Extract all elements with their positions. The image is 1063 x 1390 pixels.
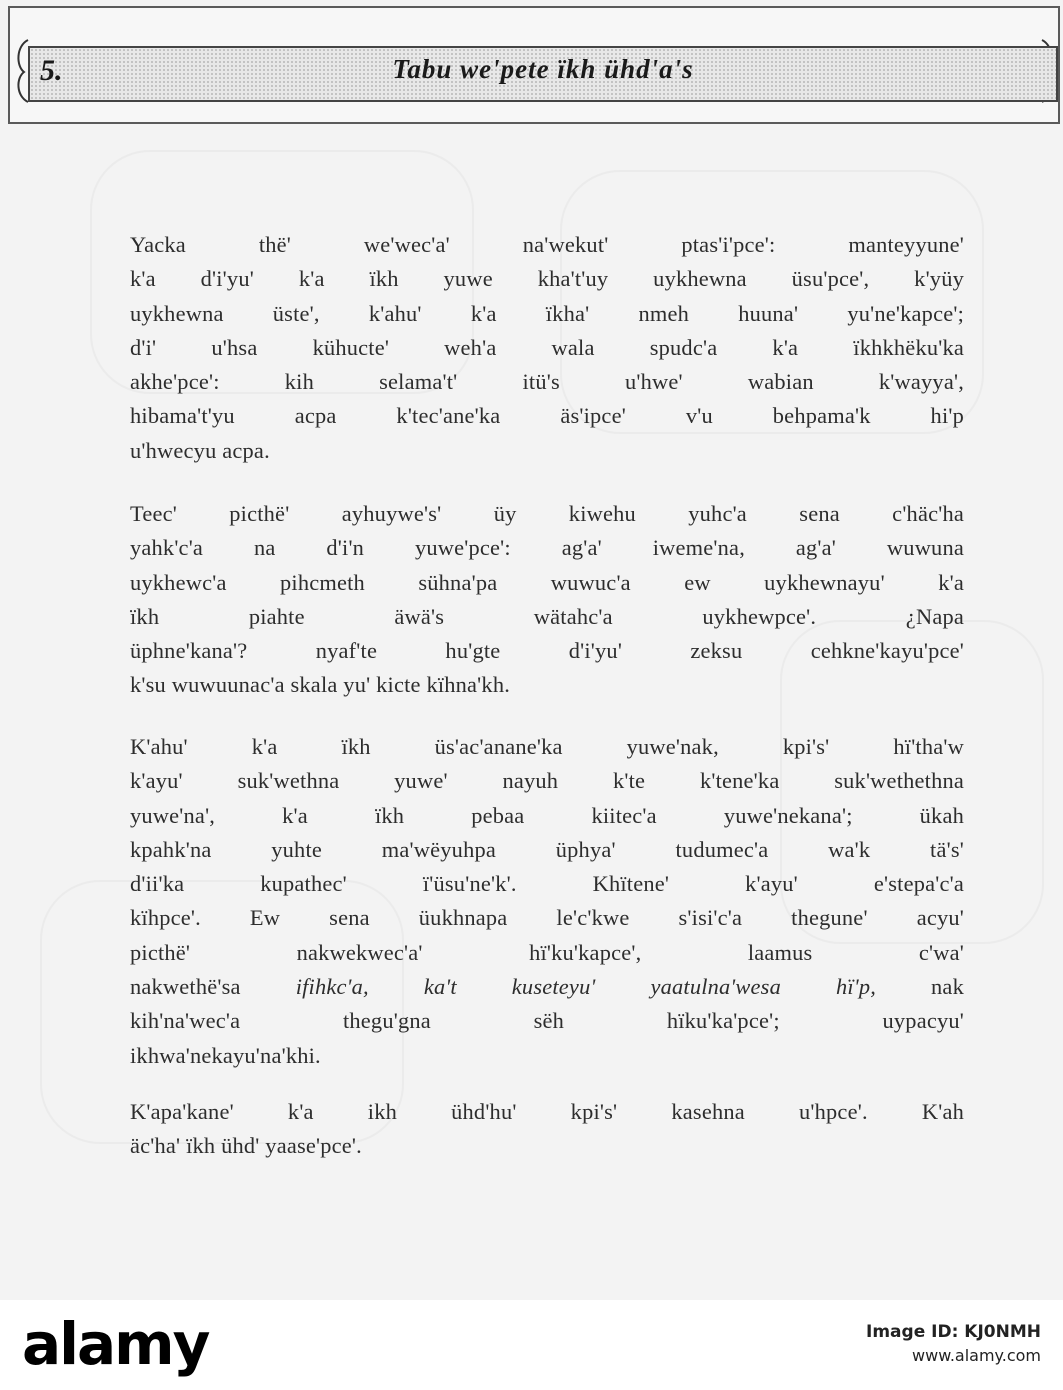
stock-url: www.alamy.com bbox=[912, 1346, 1041, 1365]
text-line: ikhwa'nekayu'na'khi. bbox=[130, 1042, 321, 1068]
text-segment: nak bbox=[931, 974, 964, 1000]
text-line: uykhewc'a pihcmeth sühna'pa wuwuc'a ew uykhewnayu' k'a bbox=[130, 569, 964, 595]
text-line: k'su wuwuunac'a skala yu' kicte kïhna'kh. bbox=[130, 672, 511, 698]
text-line: akhe'pce': kih selama't' itü's u'hwe' wabian k'wayya', bbox=[130, 369, 964, 395]
paragraph-1 bbox=[130, 228, 964, 468]
text-segment: nakwethë'sa bbox=[130, 974, 241, 1000]
text-line: kih'na'wec'a thegu'gna sëh hïku'ka'pce'; uypacyu' bbox=[130, 1008, 964, 1034]
text-line: yuwe'na', k'a ïkh pebaa kiitec'a yuwe'nekana'; ükah bbox=[130, 802, 964, 828]
italic-phrase: ifihkc'a, ka't kuseteyu' yaatulna'wesa hï'p, bbox=[295, 974, 877, 1000]
text-line: Yacka thë' we'wec'a' na'wekut' ptas'i'pce': manteyyune' bbox=[130, 232, 964, 257]
paragraph-2 bbox=[130, 497, 964, 703]
chapter-number: 5. bbox=[40, 54, 63, 87]
text-line: ïkh piahte äwä's wätahc'a uykhewpce'. ¿Napa bbox=[130, 603, 964, 629]
text-line: k'a d'i'yu' k'a ïkh yuwe kha't'uy uykhewna üsu'pce', k'yüy bbox=[130, 266, 964, 292]
image-id: Image ID: KJ0NMH bbox=[866, 1322, 1041, 1342]
text-line: kpahk'na yuhte ma'wëyuhpa üphya' tudumec'a wa'k tä's' bbox=[130, 836, 964, 862]
text-line: üphne'kana'? nyaf'te hu'gte d'i'yu' zeksu cehkne'kayu'pce' bbox=[130, 638, 964, 664]
chapter-banner bbox=[8, 6, 1060, 124]
text-line: Teec' picthë' ayhuywe's' üy kiwehu yuhc'a sena c'häc'ha bbox=[130, 501, 964, 526]
text-line: d'ii'ka kupathec' ï'üsu'ne'k'. Khïtene' k'ayu' e'stepa'c'a bbox=[130, 871, 964, 897]
paragraph-3 bbox=[130, 730, 964, 1073]
text-line: d'i' u'hsa kühucte' weh'a wala spudc'a k'a ïkhkhëku'ka bbox=[130, 334, 964, 360]
text-line: picthë' nakwekwec'a' hï'ku'kapce', laamus c'wa' bbox=[130, 939, 964, 965]
text-line: k'ayu' suk'wethna yuwe' nayuh k'te k'tene'ka suk'wethethna bbox=[130, 768, 964, 794]
stock-watermark-footer bbox=[0, 1300, 1063, 1390]
stock-meta bbox=[866, 1320, 1041, 1368]
alamy-logo: alamy bbox=[22, 1310, 209, 1378]
text-line: äc'ha' ïkh ühd' yaase'pce'. bbox=[130, 1133, 362, 1159]
text-line: hibama't'yu acpa k'tec'ane'ka äs'ipce' v'u behpama'k hi'p bbox=[130, 403, 964, 429]
text-line: yahk'c'a na d'i'n yuwe'pce': ag'a' iweme'na, ag'a' wuwuna bbox=[130, 535, 964, 561]
text-line: K'apa'kane' k'a ikh ühd'hu' kpi's' kasehna u'hpce'. K'ah bbox=[130, 1099, 964, 1124]
chapter-title: Tabu we'pete ïkh ühd'a's bbox=[392, 54, 694, 84]
text-line-with-italic bbox=[130, 970, 964, 1004]
text-line: K'ahu' k'a ïkh üs'ac'anane'ka yuwe'nak, kpi's' hï'tha'w bbox=[130, 734, 964, 759]
paragraph-4 bbox=[130, 1095, 964, 1164]
text-line: kïhpce'. Ew sena üukhnapa le'c'kwe s'isi'c'a thegune' acyu' bbox=[130, 905, 964, 931]
text-line: uykhewna üste', k'ahu' k'a ïkha' nmeh huuna' yu'ne'kapce'; bbox=[130, 300, 964, 326]
text-line: u'hwecyu acpa. bbox=[130, 437, 270, 463]
banner-stipple-box bbox=[28, 46, 1058, 102]
